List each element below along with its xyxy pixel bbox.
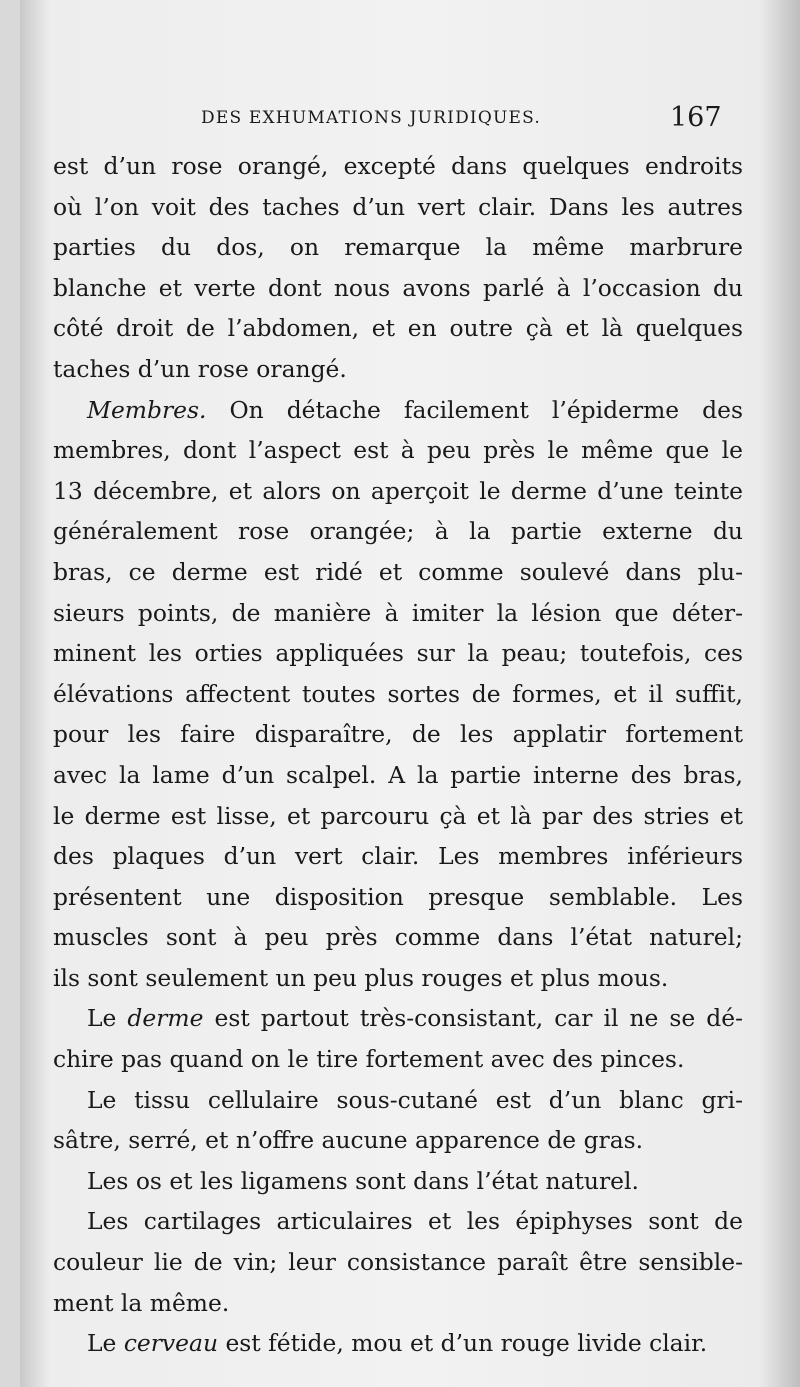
text-line: élévations affectent toutes sortes de formes, et il suffit, bbox=[53, 679, 743, 708]
text-line: minent les orties appliquées sur la peau; toutefois, ces bbox=[53, 639, 743, 668]
text-line: blanche et verte dont nous avons parlé à l’occasion du bbox=[53, 273, 743, 302]
text-line: est d’un rose orangé, excepté dans quelques endroits bbox=[53, 152, 743, 180]
text-run: Le bbox=[87, 1004, 128, 1033]
text-run: est partout très-consistant, car il ne se dé- bbox=[203, 1004, 744, 1033]
paragraph-first-line: Les os et les ligamens sont dans l’état naturel. bbox=[87, 1166, 639, 1195]
text-line: chire pas quand on le tire fortement avec des pinces. bbox=[53, 1045, 685, 1074]
running-title: DES EXHUMATIONS JURIDIQUES. bbox=[201, 108, 541, 128]
text-line: le derme est lisse, et parcouru çà et là par des stries et bbox=[53, 801, 743, 830]
text-line: sieurs points, de manière à imiter la lésion que déter- bbox=[53, 598, 743, 627]
text-line: membres, dont l’aspect est à peu près le même que le bbox=[53, 436, 743, 465]
text-run: On détache facilement l’épiderme des bbox=[206, 395, 743, 424]
text-run: est fétide, mou et d’un rouge livide clair. bbox=[218, 1329, 708, 1358]
book-page bbox=[20, 0, 800, 1387]
text-line: côté droit de l’abdomen, et en outre çà et là quelques bbox=[53, 314, 743, 343]
text-line: ment la même. bbox=[53, 1288, 230, 1317]
paragraph-first-line bbox=[53, 1323, 743, 1364]
text-line: ils sont seulement un peu plus rouges et plus mous. bbox=[53, 963, 669, 992]
text-line: parties du dos, on remarque la même marbrure bbox=[53, 233, 743, 262]
body-text bbox=[53, 146, 743, 1364]
text-line: muscles sont à peu près comme dans l’état naturel; bbox=[53, 923, 743, 952]
text-line: des plaques d’un vert clair. Les membres inférieurs bbox=[53, 842, 743, 871]
text-line: généralement rose orangée; à la partie externe du bbox=[53, 517, 743, 546]
italic-term: cerveau bbox=[123, 1329, 219, 1358]
paragraph-first-line: Les cartilages articulaires et les épiphyses sont de bbox=[87, 1207, 743, 1236]
page-header bbox=[20, 102, 760, 142]
italic-heading: Membres. bbox=[87, 395, 207, 424]
text-run: Le bbox=[87, 1329, 124, 1358]
text-line: bras, ce derme est ridé et comme soulevé dans plu- bbox=[53, 557, 743, 586]
text-line: 13 décembre, et alors on aperçoit le derme d’une teinte bbox=[53, 476, 743, 505]
text-line: où l’on voit des taches d’un vert clair. Dans les autres bbox=[53, 192, 743, 221]
paragraph-first-line: Le tissu cellulaire sous-cutané est d’un blanc gri- bbox=[87, 1085, 743, 1114]
paragraph-first-line bbox=[53, 390, 743, 431]
text-line: avec la lame d’un scalpel. A la partie interne des bras, bbox=[53, 760, 743, 789]
text-line: présentent une disposition presque semblable. Les bbox=[53, 882, 743, 911]
text-line: couleur lie de vin; leur consistance paraît être sensible- bbox=[53, 1248, 743, 1277]
italic-term: derme bbox=[127, 1004, 204, 1033]
page-number: 167 bbox=[670, 102, 722, 133]
text-line: taches d’un rose orangé. bbox=[53, 354, 347, 383]
paragraph-first-line bbox=[53, 998, 743, 1039]
text-line: sâtre, serré, et n’offre aucune apparence de gras. bbox=[53, 1126, 644, 1155]
text-line: pour les faire disparaître, de les applatir fortement bbox=[53, 720, 743, 749]
